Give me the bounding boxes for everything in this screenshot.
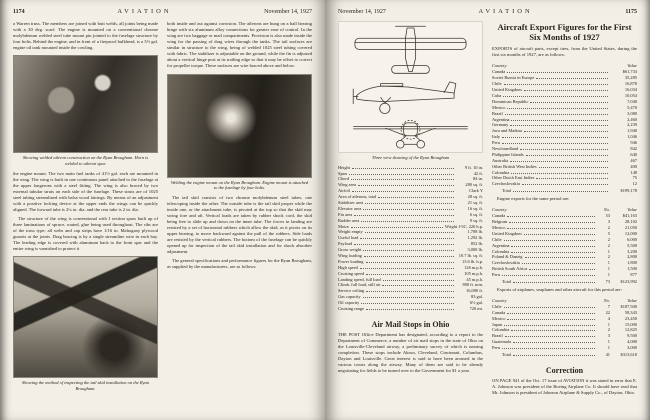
table-row <box>492 352 637 358</box>
dot-leader <box>509 222 595 223</box>
row-label: Canada <box>492 213 506 219</box>
dot-leader <box>526 155 608 156</box>
row-value: $199,178 <box>620 188 637 194</box>
row-label: Mexico <box>492 224 506 230</box>
row-label: Fin area <box>338 211 353 217</box>
dot-leader <box>513 282 595 283</box>
column-header: No. <box>603 207 610 213</box>
correction-heading: Correction <box>545 365 584 375</box>
row-label: Landing speed, full load <box>338 276 381 282</box>
row-value: 1,046 <box>627 134 637 140</box>
dot-leader <box>520 149 608 150</box>
column-header: No. <box>603 297 610 303</box>
table-row <box>492 272 637 278</box>
row-label: Java and Madura <box>492 128 522 134</box>
article-paragraph: The tail skid consists of two chrome molybdenum steel tubes, one telescoping inside the other. The outside tube is the tail skid proper while the inside one, or the attachment tube, is pivoted at the top so that the skid may swing fore and aft. Vertical loads are taken by rubber shock cord, the skid being free to slide up and down on the inner tube. The forces in landing are resisted by a set of horizontal rubbers which allow the skid, as it pivots on its upper bearing, to move backward against the pull of the rubbers. Side loads are resisted by the vertical rubbers. The bottom of the fuselage can be quickly opened up for inspection of the tail skid installation and for shock absorber adjustment. <box>167 194 312 255</box>
dot-leader <box>511 330 595 331</box>
airmail-body: THE POST Office Department has designated, according to a report to the Department of Commerce, a number of air mail stops in the state of Ohio on the Louisville-Cleveland airway, a preliminary survey of which is nearing completion. These stops include Akron, Cleveland, Cincinnati, Columbus, Dayton and Louisville. Great interest is said to have been aroused in the various towns along the airway. Many of them are said to be already negotiating for fields to be turned over to the Government for $1 a year. <box>338 331 483 374</box>
dot-leader <box>524 90 608 91</box>
row-value: 1,940 <box>627 128 637 134</box>
row-label: United Kingdom <box>492 230 522 236</box>
dot-leader <box>511 252 595 253</box>
row-label: Mexico <box>492 104 506 110</box>
dot-leader <box>507 108 608 109</box>
correction-body: ON PAGE 941 of the Oct. 17 issue of AVIATION it was stated in error that E. A. Johnson was president of the Boeing Airplane Co. It should have read that Mr. Johnson is president of Johnson Airplane & Supply Co., of Dayton, Ohio. <box>492 377 637 396</box>
row-value: 84 in. <box>472 176 483 182</box>
dot-leader <box>504 240 595 241</box>
table-row <box>338 306 483 312</box>
row-value: 126 m.p.h. <box>464 264 483 270</box>
row-label: Canada <box>492 309 506 315</box>
dot-leader <box>351 227 443 228</box>
table-header <box>492 207 637 212</box>
dot-leader <box>349 174 454 175</box>
row-value: 720 mi. <box>469 306 483 311</box>
photo-caption: Showing welded aileron construction on the Ryan Brougham. Horn is welded to aileron spar. <box>22 155 149 166</box>
row-value: 2 <box>607 236 610 242</box>
row-label: Poland & Danzig <box>492 254 523 260</box>
issue-date: November 14, 1927 <box>264 9 312 15</box>
dot-leader <box>536 78 608 79</box>
left-page-column-2 <box>167 21 312 396</box>
row-label: Total <box>502 352 511 358</box>
row-value: 22 <box>605 309 610 315</box>
row-label: Argentina <box>492 242 510 248</box>
row-label: Span <box>338 170 347 176</box>
row-value: 73 <box>605 278 610 284</box>
row-label: Total <box>502 188 511 194</box>
dot-leader <box>363 297 454 298</box>
dot-leader <box>366 291 454 292</box>
right-page-column-2 <box>492 21 637 399</box>
dot-leader <box>502 275 595 276</box>
row-label: Weight empty <box>338 229 363 235</box>
row-value: 2 <box>607 327 610 333</box>
engine-exports-table <box>492 213 637 285</box>
dot-leader <box>354 244 454 245</box>
row-label: Dominican Republic <box>492 98 529 104</box>
exports-heading: Aircraft Export Figures for the First Six Months of 1927 <box>497 22 632 43</box>
row-value: 5,470 <box>627 104 637 110</box>
row-label: Payload <box>338 241 353 247</box>
row-value: 3,080 <box>627 110 637 116</box>
page-1175 <box>325 0 650 420</box>
column-header: Country <box>492 207 507 213</box>
dot-leader <box>504 307 595 308</box>
dot-leader <box>382 285 454 286</box>
row-value: 842 <box>630 145 637 151</box>
article-paragraph: The general specifications and performance figures for the Ryan Brougham, as supplied by the manufacturers, are as follows: <box>167 258 312 270</box>
row-value: $61,733 <box>622 69 637 75</box>
dot-leader <box>378 197 454 198</box>
dot-leader <box>364 256 454 257</box>
engines-intro: Engine exports for the same period are: <box>497 196 570 202</box>
row-value: 21,050 <box>624 224 637 230</box>
row-value: 148 <box>630 169 637 175</box>
row-label: Chile <box>492 236 502 242</box>
running-head-right <box>338 8 637 15</box>
row-label: Italy <box>492 134 501 140</box>
table-row <box>492 279 637 285</box>
row-label: Rudder area <box>338 217 360 223</box>
row-label: Canada <box>492 69 506 75</box>
left-page-column-1 <box>13 21 158 396</box>
row-value: $313,618 <box>620 352 637 358</box>
dot-leader <box>365 203 454 204</box>
row-label: Peru <box>492 345 501 351</box>
dot-leader <box>507 313 595 314</box>
row-label: Argentina <box>492 116 510 122</box>
row-label: Czechoslovakia <box>492 260 520 266</box>
row-value: $123,992 <box>620 278 637 284</box>
row-value: 10.7 lb. sq. ft. <box>458 252 483 258</box>
table-header <box>492 298 637 303</box>
photo-caption: Showing the method of inspecting the tail skid installation on the Ryan Brougham. <box>21 380 150 391</box>
row-value: 23,450 <box>624 315 637 321</box>
specifications-table <box>338 165 483 312</box>
dot-leader <box>502 137 608 138</box>
row-value: 1 <box>607 248 610 254</box>
dot-leader <box>365 232 454 233</box>
dot-leader <box>363 250 454 251</box>
photo-welding-engine-mount <box>167 74 312 178</box>
dot-leader <box>361 221 454 222</box>
row-label: Chile <box>492 303 502 309</box>
row-label: Elevator area <box>338 205 362 211</box>
row-label: Power loading <box>338 258 364 264</box>
row-label: Chord <box>338 176 349 182</box>
row-value: 1 <box>607 260 610 266</box>
row-label: Czechoslovakia <box>492 181 520 187</box>
row-label: Stabilizer area <box>338 199 364 205</box>
row-value: 280 sq. ft. <box>465 182 483 188</box>
running-head-left <box>13 8 312 15</box>
row-label: Wing area <box>338 182 356 188</box>
row-label: Germany <box>492 122 509 128</box>
row-label: Australia <box>492 157 509 163</box>
dot-leader <box>505 336 595 337</box>
issue-date: November 14, 1927 <box>338 9 386 15</box>
dot-leader <box>511 120 608 121</box>
row-label: Area of ailerons, total <box>338 194 377 200</box>
row-value: 467 <box>630 157 637 163</box>
row-value: 1,500 <box>627 266 637 272</box>
column-header: Value <box>627 63 637 69</box>
row-label: Gross weight <box>338 247 362 253</box>
row-label: Brazil <box>492 110 503 116</box>
row-value: 2 <box>607 254 610 260</box>
row-label: Cruising range <box>338 306 364 311</box>
row-value: 3 <box>607 333 610 339</box>
row-value: 12,825 <box>624 327 637 333</box>
row-value: 7 <box>607 303 610 309</box>
row-label: Peru <box>492 140 501 146</box>
row-value: 6 sq. ft. <box>469 211 483 217</box>
row-value: 12 <box>632 181 637 187</box>
row-value: 35,285 <box>624 75 637 81</box>
row-label: Climb, full load, still air <box>338 282 381 288</box>
row-value: 41 <box>605 352 610 358</box>
row-label: High speed <box>338 264 358 270</box>
row-value: 2,460 <box>627 116 637 122</box>
page-number: 1174 <box>13 9 25 15</box>
row-label: Motor <box>338 223 349 229</box>
dot-leader <box>507 216 595 217</box>
column-header: Value <box>627 207 637 213</box>
exports-intro: EXPORTS of aircraft parts, except tires, from the United States, during the first six months of 1927, are as follows: <box>492 46 637 58</box>
dot-leader <box>504 84 608 85</box>
dot-leader <box>522 263 595 264</box>
dot-leader <box>513 191 608 192</box>
row-label: Oil capacity <box>338 300 360 306</box>
row-value: 1 <box>607 272 610 278</box>
row-value: 105 m.p.h. <box>464 270 483 276</box>
row-label: Brazil <box>492 333 503 339</box>
row-value: 16,878 <box>624 81 637 87</box>
right-page-column-1 <box>338 21 483 399</box>
dot-leader <box>361 303 454 304</box>
dot-leader <box>507 72 608 73</box>
row-value: 640 <box>630 151 637 157</box>
row-value: 2 <box>607 224 610 230</box>
row-value: 7,040 <box>627 98 637 104</box>
row-value: 28,102 <box>624 219 637 225</box>
dot-leader <box>366 309 454 310</box>
row-value: 45 m.p.h. <box>466 276 483 282</box>
row-label: United Kingdom <box>492 87 522 93</box>
row-value: Wright J-5C, 220 h.p. <box>444 223 483 229</box>
row-label: Philippine Islands <box>492 151 524 157</box>
article-paragraph: a Warren truss. The members are joined with butt welds, all joints being made with a 30 deg. scarf. The engine is mounted on a conventional chrome molybdenum welded steel tube mount pin jointed to the fuselage structure by four bolts. Behind the engine, and in front of a fireproof bulkhead, is a 3½ gal. engine oil tank mounted inside the cowling. <box>13 21 158 51</box>
journal-title: AVIATION <box>478 8 533 15</box>
row-value: 1 <box>607 345 610 351</box>
row-label: Useful load <box>338 235 359 241</box>
row-value: 400 <box>630 163 637 169</box>
row-value: 877 <box>630 272 637 278</box>
row-label: Belgium <box>492 219 508 225</box>
row-label: Service ceiling <box>338 288 365 294</box>
row-value: 852 lb. <box>470 241 483 247</box>
row-label: British South Africa <box>492 266 528 272</box>
dot-leader <box>366 262 455 263</box>
photo-tail-skid-inspection <box>13 256 158 378</box>
row-value: 42 ft. <box>473 170 483 176</box>
dot-leader <box>352 168 454 169</box>
dot-leader <box>539 167 608 168</box>
table-row <box>492 345 637 351</box>
dot-leader <box>513 342 595 343</box>
table-row <box>492 181 637 187</box>
dot-leader <box>507 228 595 229</box>
row-value: 3,000 lb. <box>467 247 483 253</box>
row-value: 9 ft. 10 in. <box>464 164 483 170</box>
photo-aileron-construction <box>13 55 158 153</box>
row-value: 21 sq. ft. <box>467 199 483 205</box>
row-value: 53 <box>605 213 610 219</box>
dot-leader <box>511 173 608 174</box>
table-header <box>492 63 637 68</box>
dot-leader <box>522 184 608 185</box>
dot-leader <box>524 234 595 235</box>
three-view-drawing <box>338 21 483 153</box>
row-value: 4,000 <box>627 339 637 345</box>
journal-title: AVIATION <box>117 8 172 15</box>
column-header: Value <box>627 297 637 303</box>
row-value: 1,292 lb. <box>467 235 483 241</box>
row-label: Airfoil <box>338 188 350 194</box>
table-row <box>492 188 637 194</box>
dot-leader <box>529 269 595 270</box>
row-value: 1 <box>607 339 610 345</box>
dot-leader <box>510 161 608 162</box>
dot-leader <box>524 131 608 132</box>
dot-leader <box>513 355 595 356</box>
row-value: 800 ft. min. <box>462 282 483 288</box>
row-label: Colombia <box>492 327 510 333</box>
row-value: 2 <box>607 242 610 248</box>
planes-intro: Exports of airplanes, seaplanes and other aircraft for this period are: <box>497 286 622 292</box>
row-value: 6½ gal. <box>469 300 483 306</box>
airmail-heading: Air Mail Stops in Ohio <box>371 319 450 329</box>
dot-leader <box>351 179 454 180</box>
row-value: 3 <box>607 219 610 225</box>
row-label: Newfoundland <box>492 145 519 151</box>
dot-leader <box>504 325 595 326</box>
row-value: 10,054 <box>624 92 637 98</box>
column-header: Country <box>492 297 507 303</box>
row-label: Cuba <box>492 92 502 98</box>
dot-leader <box>530 102 608 103</box>
row-label: Other Dutch East Indies <box>492 175 535 181</box>
row-value: 83 gal. <box>471 294 483 300</box>
dot-leader <box>358 185 454 186</box>
row-value: 16,034 <box>624 87 637 93</box>
row-value: 16,000 ft. <box>466 288 483 294</box>
dot-leader <box>363 209 454 210</box>
row-label: Wing loading <box>338 252 362 258</box>
row-value: 2,800 <box>627 254 637 260</box>
dot-leader <box>502 348 595 349</box>
row-label: Japan <box>492 321 502 327</box>
row-label: Soviet Russia in Europe <box>492 75 535 81</box>
row-label: Total <box>502 278 511 284</box>
dot-leader <box>507 319 595 320</box>
row-value: 16 sq. ft. <box>467 205 483 211</box>
dot-leader <box>505 114 608 115</box>
row-label: Cruising speed <box>338 270 365 276</box>
dot-leader <box>366 274 454 275</box>
row-value: 58,343 <box>624 309 637 315</box>
row-value: 9 sq. ft. <box>469 217 483 223</box>
dot-leader <box>354 215 454 216</box>
photo-caption: Welding the engine mount on the Ryan Brougham. Engine mount is attached to the fuselage by four bolts. <box>170 179 309 191</box>
row-label: Mexico <box>492 315 506 321</box>
row-label: Colombia <box>492 248 510 254</box>
dot-leader <box>360 238 454 239</box>
row-value: 28 sq. ft. <box>467 194 483 200</box>
dot-leader <box>536 178 608 179</box>
row-value: 1,708 lb. <box>467 229 483 235</box>
dot-leader <box>503 96 608 97</box>
dot-leader <box>525 257 596 258</box>
dot-leader <box>511 246 595 247</box>
row-value: 6,000 <box>627 236 637 242</box>
row-value: $187,500 <box>620 303 637 309</box>
row-value: 1,800 <box>627 260 637 266</box>
article-paragraph: both inside and out against corrosion. The ailerons are hung on a ball bearing hinge with six aluminum alloy connections for greater ease of control. In the wing are two baggage or mail compartments. Provision is also made inside the wing for the passing of drag wires through the tanks. The tail surfaces are similar in structure to the wing, being of welded 1025 steel tubing covered with fabric. The stabilizer is adjustable on the ground, while the fin is adjusted about a vertical hinge post at its trailing edge so that it may be offset to correct for propeller torque. These surfaces are wire braced above and below. <box>167 21 312 69</box>
dot-leader <box>360 268 454 269</box>
airplane-exports-table <box>492 304 637 358</box>
row-value: Clark Y <box>469 188 483 194</box>
row-label: Peru <box>492 272 501 278</box>
parts-exports-table <box>492 69 637 194</box>
row-value: 75 <box>632 175 637 181</box>
row-value: 15,000 <box>624 321 637 327</box>
article-paragraph: the engine mount. The two main fuel tanks of 41½ gal. each are mounted in the wing. The wing is built in one continuous panel attached to the fuselage at the upper longerons with a steel fitting. The wing is also braced by two external tubular struts on each side of the fuselage. These struts are of 1025 steel tubing streamlined with balsa wood fairings. By means of an adjustment with a positive locking device at the upper ends the wings can be quickly aligned. The forward tube is 2¼ in. dia. and the rear tube is 2 in. dia. <box>13 170 158 212</box>
row-value: 5,500 <box>627 242 637 248</box>
row-label: Other British West Indies <box>492 163 537 169</box>
column-header: Country <box>492 63 507 69</box>
drawing-caption: Three view drawing of the Ryan Brougham <box>371 155 450 160</box>
row-label: Gas capacity <box>338 294 361 300</box>
dot-leader <box>352 191 454 192</box>
row-label: Colombia <box>492 169 510 175</box>
row-label: Height <box>338 164 350 170</box>
row-value: 946 <box>630 140 637 146</box>
dot-leader <box>383 280 454 281</box>
article-paragraph: The structure of the wing is conventional with I section spars built up of three laminations of spruce, routed, glue being used throughout. The ribs are of the truss type; all webs and cap strips have 1/16 in. Mahogany plywood gussets at the joints. Drag bracing is by a single streamline wire in each bay. The leading edge is covered with aluminum back to the front spar and the entire wing is varnished to protect it <box>13 216 158 252</box>
row-value: 2,239 <box>627 122 637 128</box>
row-value: 5 <box>607 230 610 236</box>
page-number: 1175 <box>625 9 637 15</box>
row-value: 1 <box>607 321 610 327</box>
row-value: 12,000 <box>624 230 637 236</box>
row-label: Guatemala <box>492 339 512 345</box>
row-value: 13.6 lb. h.p. <box>462 258 483 264</box>
dot-leader <box>510 125 608 126</box>
row-value: 4 <box>607 315 610 321</box>
row-label: Chile <box>492 81 502 87</box>
row-value: $41,163 <box>622 213 637 219</box>
row-value: 9,500 <box>627 333 637 339</box>
dot-leader <box>502 143 608 144</box>
row-value: 3,200 <box>627 248 637 254</box>
row-value: 3,000 <box>627 345 637 351</box>
row-value: 1 <box>607 266 610 272</box>
